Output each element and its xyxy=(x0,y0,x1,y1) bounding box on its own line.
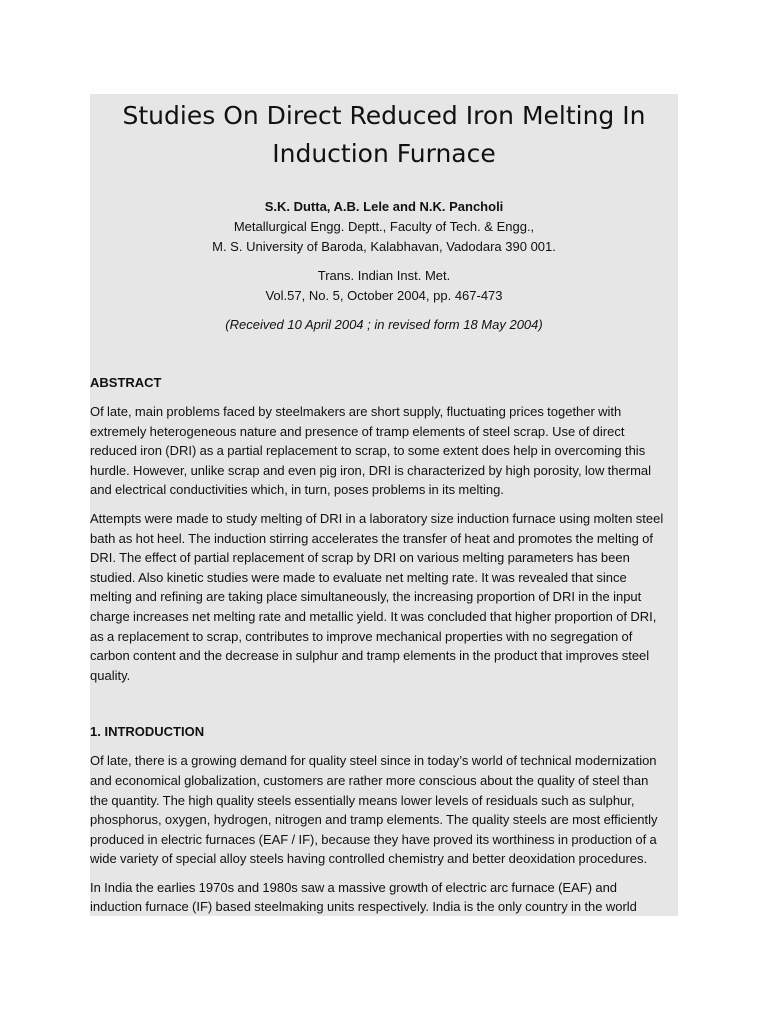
text-line: and economical globalization, customers are rather more conscious about the quality of steel than xyxy=(90,772,649,788)
text-line: produced in electric furnaces (EAF / IF), because they have proved its worthiness in production of a xyxy=(90,831,657,847)
text-line: extremely heterogeneous nature and presence of tramp elements of steel scrap. Use of direct xyxy=(90,423,625,439)
paper-title-line-2: Induction Furnace xyxy=(272,139,496,168)
paper-authors: S.K. Dutta, A.B. Lele and N.K. Pancholi xyxy=(264,199,504,214)
text-line: and electrical conductivities which, in turn, poses problems in its melting. xyxy=(90,482,504,498)
text-line: studied. Also kinetic studies were made to evaluate net melting rate. It was revealed that since xyxy=(90,569,627,585)
text-line: charge increases net melting rate and metallic yield. It was concluded that higher proportion of DRI, xyxy=(90,608,657,624)
journal-line-1: Trans. Indian Inst. Met. xyxy=(317,268,451,283)
abstract-paragraph-1 xyxy=(90,402,678,500)
paper-title-line-1: Studies On Direct Reduced Iron Melting In xyxy=(122,101,646,130)
text-line: reduced iron (DRI) as a partial replacement to scrap, to some extent does help in overcoming this xyxy=(90,443,646,459)
text-line: Attempts were made to study melting of DRI in a laboratory size induction furnace using molten steel xyxy=(90,510,664,526)
text-line: carbon content and the decrease in sulphur and tramp elements in the product that improves steel xyxy=(90,648,650,664)
introduction-heading: 1. INTRODUCTION xyxy=(90,724,205,740)
abstract-paragraph-2 xyxy=(90,509,678,685)
text-line: the quantity. The high quality steels essentially means lower levels of residuals such as sulphur, xyxy=(90,792,635,808)
abstract-heading: ABSTRACT xyxy=(90,375,162,390)
text-line: Of late, main problems faced by steelmakers are short supply, fluctuating prices together with xyxy=(90,404,622,419)
text-line: induction furnace (IF) based steelmaking units respectively. India is the only country in the world xyxy=(90,899,637,915)
affiliation-line-1: Metallurgical Engg. Deptt., Faculty of Tech. & Engg., xyxy=(233,219,535,234)
text-line: DRI. The effect of partial replacement of scrap by DRI on various melting parameters has been xyxy=(90,550,630,566)
text-line: hurdle. However, unlike scrap and even pig iron, DRI is characterized by high porosity, low thermal xyxy=(90,462,652,478)
introduction-paragraph-1 xyxy=(90,751,678,869)
text-line: Of late, there is a growing demand for quality steel since in today’s world of technical modernization xyxy=(90,753,657,769)
text-line: as a replacement to scrap, contributes to improve mechanical properties with no segregation of xyxy=(90,628,633,644)
introduction-paragraph-2 xyxy=(90,878,678,916)
affiliation-line-2: M. S. University of Baroda, Kalabhavan, Vadodara 390 001. xyxy=(212,239,556,254)
received-dates: (Received 10 April 2004 ; in revised form 18 May 2004) xyxy=(225,317,543,332)
text-line: In India the earlies 1970s and 1980s saw a massive growth of electric arc furnace (EAF) and xyxy=(90,879,618,895)
text-line: melting and refining are taking place simultaneously, the increasing proportion of DRI in the input xyxy=(90,589,642,605)
text-line: wide variety of special alloy steels having controlled chemistry and better deoxidation procedures. xyxy=(90,851,648,867)
paper-title xyxy=(90,94,678,173)
journal-line-2: Vol.57, No. 5, October 2004, pp. 467-473 xyxy=(265,288,503,303)
text-line: quality. xyxy=(90,667,131,683)
document-page xyxy=(90,94,678,916)
text-line: bath as hot heel. The induction stirring accelerates the transfer of heat and promotes the melting of xyxy=(90,530,653,546)
text-line: phosphorus, oxygen, hydrogen, nitrogen and tramp elements. The quality steels are most efficiently xyxy=(90,812,658,828)
